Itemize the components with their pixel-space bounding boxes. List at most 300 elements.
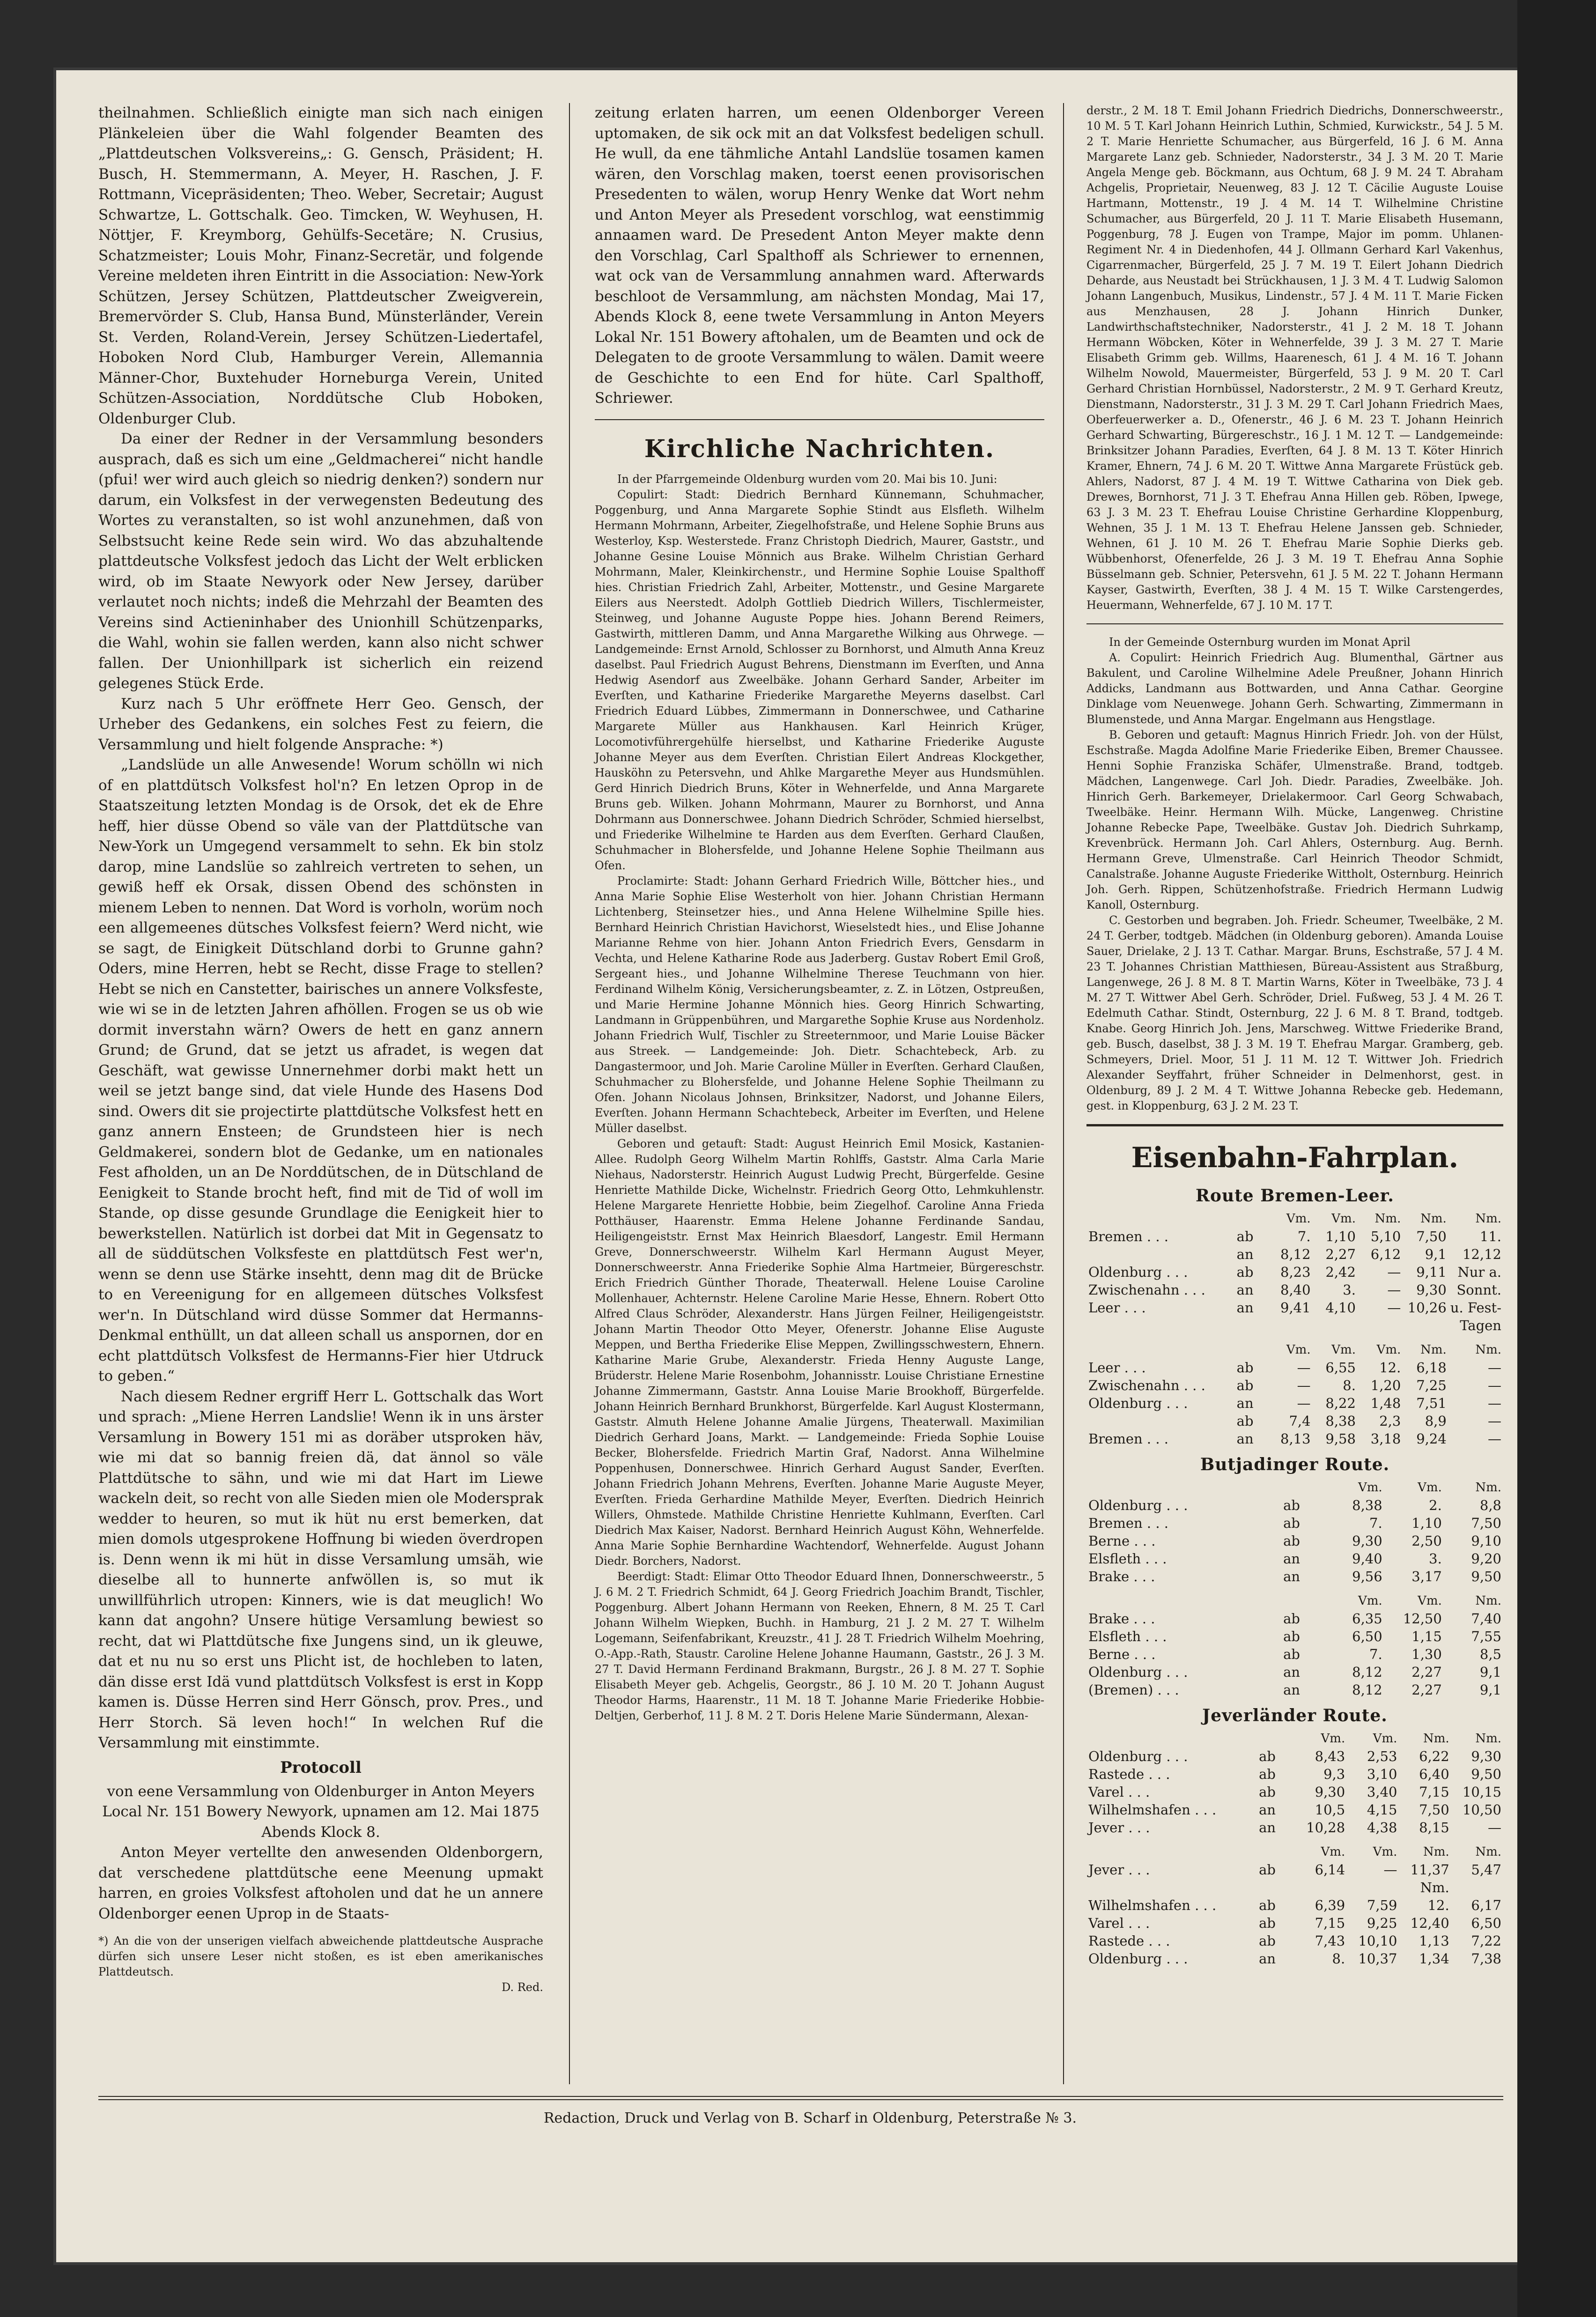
timetable-time: — <box>1488 1431 1501 1447</box>
timetable-time: 10,10 <box>1358 1933 1397 1949</box>
timetable-spacer <box>1086 1836 1503 1843</box>
timetable-time: 9,24 <box>1416 1431 1447 1447</box>
timetable-cell <box>1086 1210 1235 1228</box>
timetable-time: 7. <box>1369 1515 1382 1531</box>
timetable-header-cell: Vm. <box>1373 1732 1397 1746</box>
imprint: Redaction, Druck und Verlag von B. Scharf in Oldenburg, Peterstraße № 3. <box>543 2110 1077 2126</box>
timetable-routes <box>1086 1184 1503 1968</box>
timetable-time: 7,59 <box>1367 1897 1397 1913</box>
timetable-station: Brake . . . <box>1088 1611 1155 1627</box>
timetable-time: 12. <box>1379 1360 1401 1376</box>
timetable-header-cell: Nm. <box>1475 1343 1501 1357</box>
timetable-time: 7,4 <box>1289 1413 1311 1429</box>
timetable-time: 8,12 <box>1352 1664 1382 1680</box>
timetable-time: 6,22 <box>1419 1748 1449 1764</box>
timetable-time: u. Fest- <box>1450 1300 1501 1316</box>
timetable-cell <box>1235 1341 1268 1359</box>
column-divider <box>1063 103 1064 2084</box>
article-paragraph: Nach diesem Redner ergriff Herr L. Gottschalk das Wort und sprach: „Miene Herren Landslie! Wenn ik in uns ärster Versamlung in Bowery 151 mi as doräber utsproken häv, wie mi dat so bannig freien dä, dat ännol so väle Plattdütsche to sähn, und wie mi dat Hart im Liewe wackeln deit, so recht von alle Sieden mien ole Modersprak wedder to heuren, so mut ik hüt nu erst bemerken, dat mien domols utgesprokene Hoffnung bi wieden överdropen is. Denn wenn ik mi hüt in disse Versamlung umsäh, wie dieselbe all to hunnerte anfwöllen is, so mut ik unwillführlich utropen: Kinners, wie is dat meuglich! Wo kann dat angohn? Unsere hütige Versamlung bewiest so recht, dat wi Plattdütsche fixe Jungens sind, un ik gleuwe, dat et nu nu so erst uns Plicht ist, de hochleben to laten, dän disse erst Idä vund plattdütsch Volksfest is erst in Kopp kamen is. Düsse Herren sind Herr Gönsch, prov. Pres., und Herr Storch. Sä leven hoch!“ In welchen Ruf die Versammlung mit einstimmte. <box>98 1388 543 1751</box>
timetable-row <box>1086 1879 1503 1896</box>
timetable-time: 8,38 <box>1352 1497 1382 1513</box>
timetable-station: Bremen . . . <box>1088 1431 1168 1447</box>
timetable-time: 6,18 <box>1416 1360 1447 1376</box>
timetable-spacer <box>1086 1334 1503 1341</box>
timetable-time: 1,10 <box>1411 1515 1442 1531</box>
timetable-row <box>1086 1610 1503 1628</box>
timetable-row <box>1086 1896 1503 1914</box>
timetable-header-cell: Nm. <box>1420 1212 1447 1226</box>
timetable-direction: ab <box>1259 1862 1276 1878</box>
timetable-header-cell: Vm. <box>1418 1481 1442 1495</box>
timetable-time: — <box>1387 1300 1401 1316</box>
section-divider <box>1086 623 1503 624</box>
timetable-time: 9,30 <box>1315 1784 1345 1800</box>
timetable-direction: ab <box>1283 1515 1300 1531</box>
column-divider <box>569 103 570 2084</box>
timetable-time: — <box>1297 1377 1311 1393</box>
timetable-time <box>1403 1317 1448 1334</box>
kirchliche-paragraph: Beerdigt: Stadt: Elimar Otto Theodor Eduard Ihnen, Donnerschweerstr., 5 J. 6 M. 2 T. Friedrich Schmidt, 64 J. Georg Friedrich Joachim Brandt, Tischler, Poggenburg. Albert Johann Hermann von Reeken, Ehnern, 8 M. 25 T. Carl Johann Wilhelm Wiepken, Buchh. in Hamburg, 21 J. 2 M. 27 T. Wilhelm Logemann, Seifenfabrikant, Kreuzstr., 41 J. 28 T. Friedrich Wilhelm Moehring, O.-App.-Rath, Staustr. Caroline Helene Johanne Haumann, Gaststr., 26 J. 3 M. 27 T. David Hermann Ferdinand Brakmann, Burgstr., 26 J. 8 M. 27 T. Sophie Elisabeth Meyer geb. Achgelis, Georgstr., 86 J. 10 M. 20 T. Johann August Theodor Harms, Haarenstr., 11 M. 18 T. Johanne Marie Friederike Hobbie-Deltjen, Gerberhof, 11 J. 8 M. 2 T. Doris Helene Marie Sündermann, Alexan- <box>595 1569 1044 1722</box>
timetable-direction: ab <box>1283 1646 1300 1662</box>
timetable-time: 1,30 <box>1411 1646 1442 1662</box>
timetable-time: 9,25 <box>1367 1915 1397 1931</box>
timetable-row <box>1086 1747 1503 1765</box>
timetable-time: 3. <box>1343 1282 1356 1298</box>
timetable-row <box>1086 1550 1503 1568</box>
timetable-time <box>1295 1879 1347 1896</box>
timetable-time: 9,40 <box>1352 1551 1382 1567</box>
timetable-station: Wilhelmshafen . . . <box>1088 1897 1217 1913</box>
timetable-header-cell: Nm. <box>1475 1481 1501 1495</box>
timetable-station: Oldenburg . . . <box>1088 1748 1188 1764</box>
timetable-time: 9,3 <box>1323 1766 1345 1782</box>
timetable-row <box>1086 1281 1503 1299</box>
timetable-time: — <box>1488 1395 1501 1411</box>
timetable-time: 7,43 <box>1315 1933 1345 1949</box>
footer-rule <box>98 2099 1503 2100</box>
timetable-station: Berne . . . <box>1088 1646 1156 1662</box>
timetable-row <box>1086 1514 1503 1532</box>
timetable-row <box>1086 1932 1503 1950</box>
timetable-time <box>1313 1317 1358 1334</box>
timetable-station: Oldenburg . . . <box>1088 1664 1188 1680</box>
timetable-time: 4,10 <box>1325 1300 1356 1316</box>
timetable-time: 9,58 <box>1325 1431 1356 1447</box>
timetable-station: Varel . . . <box>1088 1915 1150 1931</box>
timetable-direction: an <box>1236 1300 1254 1316</box>
timetable-station: Oldenburg . . . <box>1088 1951 1188 1967</box>
timetable-time: 2,27 <box>1325 1246 1356 1262</box>
timetable-row <box>1086 1245 1503 1263</box>
timetable-time: 8,15 <box>1419 1820 1449 1836</box>
timetable-time: 6,50 <box>1471 1915 1501 1931</box>
article-paragraph: „Landslüde un alle Anwesende! Worum schölln wi nich of en plattdütsch Volksfest hol'n? En letzen Oprop in de Staatszeitung letzten Mondag is de Orsok, det ek de Ehre heff, hier düsse Obend so väle van der Plattdütsche van New-York un Umgegend versammelt to sehn. Ek bin stolz darop, mine Landslüe so zahlreich vertreten to sehen, un gewiß heff ek Orsak, dissen Obend des schönsten in mienem Leben to nennen. Dat Word is vorholn, worüm noch een allgemeenes dütsches Volksfest feiern? Werd nicht, wie se sagt, de Einigkeit Dütschland dorbi to Grunne gahn? Oders, mine Herren, hebt se Recht, disse Frage to stellen? Hebt se nich en Canstetter, bairisches un annere Volksfeste, wie wi se in de letzten Jahren afhöllen. Frogen se us ob wie dormit inverstahn wärn? Owers de hett en ganz annern Grund; de Grund, dat se jetzt us afradet, is wegen dat Geschäft, wat gewisse Unnernehmer dorbi makt hett un weil se jetzt bange sind, dat viele Hunde des Hasens Dod sind. Owers dit sie projectirte plattdütsche Volksfest hett en ganz annern Ensteen; de Grundsteen hier is nech Geldmakerei, sondern blot de Gedanke, um en nationales Fest afholden, un an De Norddütschen, de in Dütschland de Eenigkeit to Stande brocht heft, find mit de Tid of woll im Stande, op disse gesunde Grundlage die Eenigkeit hier to bewerkstellen. Natürlich ist dorbei dat Mit in Gegensatz to all de süddütschen Volksfeste en plattdütsch Fest wer'n, wenn se denn use Stärke insehtt, denn mag dit de Brücke to en Vereenigung for en allgemeen dütsches Volksfest wer'n. In Dütschland wird düsse Sommer dat Hermanns-Denkmal enthüllt, un dat alleen schall us anspornen, dor en echt plattdütsch Volksfest de Hermanns-Fier hier Utdruck to geben.“ <box>98 756 543 1384</box>
timetable-station: Elsfleth . . . <box>1088 1551 1167 1567</box>
timetable-row <box>1086 1377 1503 1394</box>
timetable-time: 12,40 <box>1410 1915 1449 1931</box>
article-paragraph: Kurz nach 5 Uhr eröffnete Herr Geo. Gensch, der Urheber des Gedankens, ein solches Fest zu feiern, die Versammlung und hielt folgende Ansprache: *) <box>98 695 543 753</box>
timetable-cell <box>1086 1843 1257 1861</box>
footnote-text: *) An die von der unserigen vielfach abweichende plattdeutsche Ausprache dürfen sich unsere Leser nicht stoßen, es ist eben amerikanisches Plattdeutsch. <box>98 1934 543 1978</box>
timetable-time: 9,30 <box>1352 1533 1382 1549</box>
timetable-time: 1,15 <box>1411 1629 1442 1644</box>
kirchliche-title: Kirchliche Nachrichten. <box>644 434 995 463</box>
timetable-route-title: Butjadinger Route. <box>1200 1455 1390 1474</box>
timetable-header-cell: Nm. <box>1423 1732 1449 1746</box>
timetable-time: 7,40 <box>1471 1611 1501 1627</box>
timetable-time: 7,38 <box>1471 1951 1501 1967</box>
timetable-direction: ab <box>1283 1611 1300 1627</box>
timetable-time: 9,30 <box>1416 1282 1447 1298</box>
timetable-row <box>1086 1430 1503 1448</box>
timetable-time: 8,38 <box>1325 1413 1356 1429</box>
timetable-time: 8. <box>1343 1377 1356 1393</box>
timetable-time: 3,40 <box>1367 1784 1397 1800</box>
timetable-row <box>1086 1359 1503 1377</box>
timetable-direction: ab <box>1236 1413 1254 1429</box>
timetable-direction: ab <box>1236 1360 1254 1376</box>
timetable-time: 6,14 <box>1315 1862 1345 1878</box>
timetable-route-title: Jeverländer Route. <box>1202 1706 1388 1725</box>
timetable-header-cell: Nm. <box>1475 1845 1501 1859</box>
timetable-table <box>1086 1730 1503 1968</box>
timetable-station: Bremen . . . <box>1088 1229 1168 1244</box>
timetable-cell <box>1086 1730 1257 1747</box>
section-divider <box>1086 1124 1503 1126</box>
timetable-station: Berne . . . <box>1088 1533 1156 1549</box>
article-paragraph: theilnahmen. Schließlich einigte man sich nach einigen Plänkeleien über die Wahl folgender Beamten des „Plattdeutschen Volksvereins„: G. Gensch, Präsident; H. Busch, H. Stemmermann, A. Meyer, H. Raschen, J. F. Rottmann, Vicepräsidenten; Theo. Weber, Secretair; August Schwartze, L. Gottschalk. Geo. Timcken, W. Weyhusen, H. Nöttjer, F. Kreymborg, Gehülfs-Secetäre; N. Crusius, Schatzmeister; Louis Mohr, Finanz-Secretär, und folgende Vereine meldeten ihren Eintritt in die Association: New-York Schützen, Jersey Schützen, Plattdeutscher Zweigverein, Bremervörder S. Club, Hansa Bund, Münsterländer, Verein St. Verden, Roland-Verein, Jersey Schützen-Liedertafel, Hoboken Nord Club, Hamburger Verein, Allemannia Männer-Chor, Buxtehuder Horneburga Verein, United Schützen-Association, Norddütsche Club Hoboken, Oldenburger Club. <box>98 104 543 427</box>
timetable-time: 8,12 <box>1280 1246 1311 1262</box>
timetable-time: 10,26 <box>1407 1300 1447 1316</box>
timetable-direction <box>1257 1879 1295 1896</box>
timetable-time: 1,48 <box>1370 1395 1401 1411</box>
timetable-station <box>1086 1412 1235 1430</box>
timetable-row <box>1086 1783 1503 1801</box>
timetable-header-cell: Nm. <box>1475 1212 1501 1226</box>
timetable-station: Oldenburg . . . <box>1088 1395 1188 1411</box>
timetable-time: 1,20 <box>1370 1377 1401 1393</box>
timetable-time: 2,42 <box>1325 1264 1356 1280</box>
timetable-time: 3,18 <box>1370 1431 1401 1447</box>
timetable-time: 7,25 <box>1416 1377 1447 1393</box>
timetable-station: Brake . . . <box>1088 1569 1155 1584</box>
timetable-station: Rastede . . . <box>1088 1766 1170 1782</box>
timetable-row <box>1086 1299 1503 1317</box>
timetable-time: 8,12 <box>1352 1682 1382 1698</box>
timetable-time: — <box>1383 1862 1397 1878</box>
timetable-time: 9,1 <box>1479 1664 1501 1680</box>
timetable-header-row <box>1086 1592 1503 1610</box>
timetable-time: 6,39 <box>1315 1897 1345 1913</box>
timetable-time: 12,12 <box>1462 1246 1501 1262</box>
footer-rule <box>98 2096 1503 2097</box>
timetable-station <box>1086 1879 1257 1896</box>
timetable-row <box>1086 1861 1503 1879</box>
timetable-station: Oldenburg . . . <box>1088 1264 1188 1280</box>
timetable-time: — <box>1488 1377 1501 1393</box>
timetable-time: Tagen <box>1460 1318 1501 1333</box>
column-3 <box>1086 103 1503 1968</box>
timetable-station: Rastede . . . <box>1088 1933 1170 1949</box>
timetable-row <box>1086 1914 1503 1932</box>
timetable-time <box>1451 1879 1503 1896</box>
timetable-direction: an <box>1283 1682 1300 1698</box>
timetable-station: Leer . . . <box>1088 1300 1146 1316</box>
timetable-time: 3. <box>1429 1551 1442 1567</box>
timetable-time: 2,3 <box>1379 1413 1401 1429</box>
timetable-direction: ab <box>1283 1497 1300 1513</box>
timetable-direction: an <box>1236 1395 1254 1411</box>
timetable-time: 1,34 <box>1419 1951 1449 1967</box>
timetable-time: 8. <box>1332 1951 1345 1967</box>
column-2 <box>595 103 1044 1724</box>
timetable-station: Bremen . . . <box>1088 1515 1168 1531</box>
timetable-row <box>1086 1394 1503 1412</box>
timetable-header-row <box>1086 1479 1503 1496</box>
timetable-time: 11. <box>1479 1229 1501 1244</box>
timetable-row <box>1086 1532 1503 1550</box>
timetable-header-cell: Vm. <box>1286 1212 1311 1226</box>
timetable-table <box>1086 1479 1503 1699</box>
osternburg-paragraph: B. Geboren und getauft: Magnus Hinrich Friedr. Joh. von der Hülst, Eschstraße. Magda Adolfine Marie Friederike Eiben, Bremer Chaussee. Henni Sophie Franziska Schäfer, Ulmenstraße. Brand, todtgeb. Mädchen, Langenwege. Carl Joh. Diedr. Paradies, Zweelbäke. Joh. Hinrich Gerh. Barkemeyer, Drielakermoor. Carl Georg Schwabach, Tweelbäke. Heinr. Hermann Wilh. Mücke, Langenweg. Christine Johanne Rebecke Pape, Tweelbäke. Gustav Joh. Diedrich Suhrkamp, Krevenbrück. Hermann Joh. Carl Ahlers, Osternburg. Aug. Bernh. Hermann Greve, Ulmenstraße. Carl Heinrich Theodor Schmidt, Canalstraße. Johanne Auguste Friederike Wittholt, Osternburg. Heinrich Joh. Gerh. Rippen, Schützenhofstraße. Friedrich Hermann Ludwig Kanoll, Osternburg. <box>1086 728 1503 911</box>
timetable-time: 7,15 <box>1419 1784 1449 1800</box>
timetable-direction: ab <box>1259 1915 1276 1931</box>
timetable-header-cell: Nm. <box>1420 1343 1447 1357</box>
timetable-row <box>1086 1412 1503 1430</box>
section-divider <box>595 419 1044 420</box>
timetable-time: 1,13 <box>1419 1933 1449 1949</box>
timetable-header-cell: Vm. <box>1331 1343 1356 1357</box>
timetable-direction: ab <box>1259 1766 1276 1782</box>
timetable-station: Jever . . . <box>1088 1820 1150 1836</box>
timetable-direction <box>1235 1317 1268 1334</box>
timetable-header-cell: Vm. <box>1358 1594 1382 1608</box>
timetable-station: Wilhelmshafen . . . <box>1088 1802 1217 1818</box>
timetable-direction: an <box>1283 1664 1300 1680</box>
timetable-time: 9,1 <box>1479 1682 1501 1698</box>
timetable-row <box>1086 1568 1503 1585</box>
timetable-header-cell: Nm. <box>1475 1594 1501 1608</box>
footnote-signature: D. Red. <box>502 1981 543 1994</box>
timetable-time: 9,1 <box>1425 1246 1447 1262</box>
timetable-row <box>1086 1801 1503 1819</box>
timetable-time: 7,50 <box>1419 1802 1449 1818</box>
timetable-row <box>1086 1263 1503 1281</box>
timetable-time: — <box>1387 1282 1401 1298</box>
timetable-row <box>1086 1228 1503 1245</box>
timetable-time: 8,40 <box>1280 1282 1311 1298</box>
timetable-time: 3,17 <box>1411 1569 1442 1584</box>
timetable-station: Zwischenahn . . . <box>1088 1282 1205 1298</box>
timetable-table <box>1086 1210 1503 1448</box>
protocol-lead: von eene Versammlung von Oldenburger in Anton Meyers Local Nr. 151 Bowery Newyork, upnamen am 12. Mai 1875 Abends Klock 8. <box>102 1783 539 1841</box>
osternburg-paragraph: A. Copulirt: Heinrich Friedrich Aug. Blumenthal, Gärtner aus Bakulent, und Caroline Wilhelmine Adele Preußner, Johann Hinrich Addicks, Landmann aus Bottwarden, und Anna Cathar. Georgine Dinklage vom Neuenwege. Johann Gerh. Schwarting, Zimmermann in Blumenstede, und Anna Margar. Engelmann aus Hengstlage. <box>1086 651 1503 726</box>
timetable-time: 7,50 <box>1471 1515 1501 1531</box>
kirchliche-paragraph: Geboren und getauft: Stadt: August Heinrich Emil Mosick, Kastanien-Allee. Rudolph Georg Wilhelm Martin Rohlffs, Gaststr. Alma Carla Marie Niehaus, Nadorsterstr. Heinrich August Ludwig Precht, Bürgerfelde. Gesine Henriette Mathilde Dicke, Wichelnstr. Friedrich Georg Otto, Lehmkuhlenstr. Helene Margarete Henriette Hobbie, beim Ziegelhof. Caroline Anna Frieda Potthäuser, Haarenstr. Emma Helene Johanne Ferdinande Sandau, Heiligengeiststr. Ernst Max Heinrich Blaesdorf, Langestr. Emil Hermann Greve, Donnerschweerstr. Wilhelm Karl Hermann August Meyer, Donnerschweerstr. Anna Friederike Sophie Alma Hartmeier, Bürgereschstr. Erich Friedrich Günther Thorade, Theaterwall. Helene Louise Caroline Mollenhauer, Achternstr. Helene Caroline Marie Hesse, Ehnern. Robert Otto Alfred Claus Schröder, Alexanderstr. Hans Jürgen Feilner, Heiligengeiststr. Johann Martin Theodor Otto Meyer, Ofenerstr. Johanne Elise Auguste Meppen, und Bertha Friederike Elise Meppen, Zwillingsschwestern, Ehnern. Katharine Marie Grube, Alexanderstr. Frieda Henny Auguste Lange, Brüderstr. Helene Marie Rosenbohm, Johannisstr. Louise Christiane Ernestine Johanne Zimmermann, Gaststr. Anna Louise Marie Brookhoff, Bürgerfelde. Johann Heinrich Bernhard Brunkhorst, Bürgerfelde. Karl August Klostermann, Gaststr. Almuth Helene Johanne Amalie Jürgens, Theaterwall. Maximilian Diedrich Gerhard Joans, Markt. — Landgemeinde: Frieda Sophie Louise Becker, Blohersfelde. Friedrich Martin Graf, Nadorst. Anna Wilhelmine Poppenhusen, Donnerschwee. Hinrich Gerhard August Sander, Everſten. Johann Friedrich Johann Mehrens, Everſten. Johanne Marie Auguste Meyer, Everſten. Frieda Gerhardine Mathilde Meyer, Everſten. Diedrich Heinrich Willers, Ohmstede. Mathilde Christine Henriette Kuhlmann, Everſten. Carl Diedrich Max Kaiser, Nadorst. Bernhard Heinrich August Köhn, Wehnerfelde. Anna Marie Sophie Bernhardine Wachtendorf, Wehnerfelde. August Johann Diedr. Borchers, Nadorst. <box>595 1137 1044 1568</box>
timetable-row <box>1086 1645 1503 1663</box>
timetable-route-title: Route Bremen-Leer. <box>1196 1186 1394 1206</box>
timetable-cell <box>1235 1210 1268 1228</box>
timetable <box>1086 1137 1503 1968</box>
timetable-time: 10,50 <box>1462 1802 1501 1818</box>
timetable-direction: an <box>1236 1431 1254 1447</box>
timetable-time: 2. <box>1429 1497 1442 1513</box>
timetable-time: 2,50 <box>1411 1533 1442 1549</box>
timetable-time: 9,56 <box>1352 1569 1382 1584</box>
timetable-header-cell: Nm. <box>1423 1845 1449 1859</box>
newspaper-page <box>56 70 1517 2262</box>
timetable-time: — <box>1488 1360 1501 1376</box>
timetable-time: 6,55 <box>1325 1360 1356 1376</box>
timetable-time: 9,20 <box>1471 1551 1501 1567</box>
timetable-time: 8,8 <box>1479 1497 1501 1513</box>
timetable-time: 6,35 <box>1352 1611 1382 1627</box>
timetable-time: 4,38 <box>1367 1820 1397 1836</box>
article-paragraph: Da einer der Redner in der Versammlung besonders ausprach, daß es sich um eine „Geldmacherei“ nicht handle (pfui! wer wird auch gleich so niedrig denken?) sondern nur darum, ein Volksfest in der verwegensten Bedeutung des Wortes zu veranstalten, so ist wohl anzunehmen, daß von Selbstsucht keine Rede sein wird. Wo das abzuhaltende plattdeutsche Volksfest jedoch das Licht der Welt erblicken wird, ob im Staate Newyork oder New Jersey, darüber verlautet noch nichts; indeß die Mehrzahl der Beamten des Vereins sind Actieninhaber des Unionhill Schützenparks, die Wahl, wohin sie fallen werden, kann also nicht schwer fallen. Der Unionhillpark ist sicherlich ein reizend gelegenes Stück Erde. <box>98 430 543 692</box>
timetable-time <box>1267 1317 1312 1334</box>
timetable-spacer <box>1086 1585 1503 1592</box>
timetable-time: 8,13 <box>1280 1431 1311 1447</box>
timetable-time: 7,50 <box>1416 1229 1447 1244</box>
timetable-cell <box>1086 1341 1235 1359</box>
timetable-time: 9,50 <box>1471 1766 1501 1782</box>
timetable-time: 9,50 <box>1471 1569 1501 1584</box>
timetable-direction: an <box>1283 1551 1300 1567</box>
timetable-time: 12. <box>1427 1897 1449 1913</box>
kirchliche-lead: In der Pfarrgemeinde Oldenburg wurden vom 20. Mai bis 10. Juni: <box>617 472 998 486</box>
timetable-row <box>1086 1950 1503 1968</box>
timetable-direction: an <box>1259 1951 1276 1967</box>
timetable-direction: an <box>1236 1246 1254 1262</box>
kirchliche-paragraph: Proclamirte: Stadt: Johann Gerhard Friedrich Wille, Böttcher hies., und Anna Marie Sophie Elise Westerholt von hier. Johann Christian Hermann Lichtenberg, Steinsetzer hies., und Anna Helene Wilhelmine Spille hies. Bernhard Heinrich Christian Havichorst, Wieselstedt hies., und Elise Johanne Marianne Rehme von hier. Johann Anton Friedrich Evers, Gensdarm in Vechta, und Helene Katharine Rode aus Jaderberg. Gustav Robert Emil Groß, Sergeant hies., und Johanne Wilhelmine Therese Teuchmann von hier. Ferdinand Wilhelm König, Versicherungsbeamter, z. Z. in Lötzen, Ostpreußen, und Marie Hermine Johanne Mönnich hies. Georg Hinrich Schwarting, Landmann in Grüppenbühren, und Margarethe Sophie Kruse aus Nordenholz. Johann Friedrich Wulf, Tischler zu Streeternmoor, und Marie Louise Bäcker aus Streek. — Landgemeinde: Joh. Dietr. Schachtebeck, Arb. zu Dangastermoor, und Joh. Marie Caroline Müller in Everſten. Gerhard Claußen, Schuhmacher zu Blohersfelde, und Johanne Helene Sophie Theilmann zu Ofen. Johann Nicolaus Johnsen, Brinksitzer, Nadorst, und Johanne Eilers, Everſten. Johann Hermann Schachtebeck, Arbeiter im Everſten, und Helene Müller daselbst. <box>595 874 1044 1135</box>
timetable-station: Oldenburg . . . <box>1088 1497 1188 1513</box>
timetable-time <box>1347 1879 1399 1896</box>
timetable-cell <box>1281 1592 1324 1610</box>
timetable-title: Eisenbahn-Fahrplan. <box>1131 1141 1459 1174</box>
timetable-time: 4,15 <box>1367 1802 1397 1818</box>
timetable-direction: an <box>1236 1282 1254 1298</box>
timetable-direction: ab <box>1236 1264 1254 1280</box>
timetable-cell <box>1086 1479 1281 1496</box>
timetable-time: 9,41 <box>1280 1300 1311 1316</box>
timetable-row <box>1086 1819 1503 1836</box>
timetable-station <box>1086 1245 1235 1263</box>
timetable-direction: an <box>1259 1802 1276 1818</box>
timetable-time: 7,22 <box>1471 1933 1501 1949</box>
timetable-time: Sonnt. <box>1456 1282 1501 1298</box>
timetable-header-row <box>1086 1210 1503 1228</box>
timetable-time: — <box>1297 1395 1311 1411</box>
timetable-station: Jever . . . <box>1088 1862 1150 1878</box>
timetable-time: — <box>1488 1413 1501 1429</box>
timetable-time: 6,17 <box>1471 1897 1501 1913</box>
timetable-header-cell: Vm. <box>1373 1845 1397 1859</box>
osternburg-paragraph: C. Gestorben und begraben. Joh. Friedr. Scheumer, Tweelbäke, 2 M. 24 T. Gerber, todtgeb. Mädchen (in Oldenburg geboren). Amanda Louise Sauer, Drielake, 2 J. 13 T. Cathar. Margar. Bruns, Eschstraße, 57 J. 4 M. 23 T. Johannes Christian Matthiesen, Büreau-Assistent aus Straßburg, Langenwege, 26 J. 8 M. 8 T. Martin Warns, Köter in Tweelbäke, 73 J. 4 M. 27 T. Wittwer Abel Gerh. Schröder, Driel. Fußweg, 53 J. 4 M. 26 T. Edelmuth Cathar. Stindt, Osternburg, 22 J. 6 M. 8 T. Brand, todtgeb. Knabe. Georg Hinrich Joh. Jens, Marschweg. Wittwe Friederike Brand, geb. Busch, daselbst, 38 J. 3 M. 19 T. Ehefrau Margar. Gramberg, geb. Schmeyers, Driel. Moor, 51 J. 11 M. 12 T. Wittwer Joh. Friedrich Alexander Seyffahrt, früher Schneider in Delmenhorst, gest. in Oldenburg, 89 J. 2 M. 4 T. Wittwe Johanna Rebecke geb. Hedemann, gest. in Kloppenburg, 63 J. 2 M. 23 T. <box>1086 914 1503 1112</box>
timetable-time: 7,55 <box>1471 1629 1501 1644</box>
timetable-row <box>1086 1663 1503 1681</box>
timetable-time: 6,40 <box>1419 1766 1449 1782</box>
scan-edge <box>1517 0 1596 2317</box>
timetable-direction: an <box>1259 1820 1276 1836</box>
timetable-row <box>1086 1681 1503 1699</box>
timetable-station: Varel . . . <box>1088 1784 1150 1800</box>
timetable-station <box>1086 1317 1235 1334</box>
timetable-header-cell: Vm. <box>1358 1481 1382 1495</box>
timetable-time: 3,10 <box>1367 1766 1397 1782</box>
timetable-time: 7. <box>1369 1646 1382 1662</box>
protocol-title: Protocoll <box>280 1758 362 1777</box>
timetable-time: — <box>1387 1264 1401 1280</box>
timetable-direction: ab <box>1259 1933 1276 1949</box>
timetable-time: — <box>1297 1360 1311 1376</box>
timetable-time <box>1358 1317 1403 1334</box>
timetable-time: 9,10 <box>1471 1533 1501 1549</box>
timetable-cell <box>1257 1843 1295 1861</box>
timetable-row <box>1086 1496 1503 1514</box>
timetable-header-row <box>1086 1843 1503 1861</box>
timetable-station: Leer . . . <box>1088 1360 1146 1376</box>
timetable-time: 8,9 <box>1425 1413 1447 1429</box>
timetable-time: 2,53 <box>1367 1748 1397 1764</box>
footnote <box>98 1933 543 1995</box>
timetable-time: 8,23 <box>1280 1264 1311 1280</box>
timetable-time: 8,22 <box>1325 1395 1356 1411</box>
timetable-time: 8,5 <box>1479 1646 1501 1662</box>
protocol-paragraph: Anton Meyer vertellte den anwesenden Oldenborgern, dat verschedene plattdütsche eene Meenung upmakt harren, en groies Volksfest aftoholen und dat he un annere Oldenborger eenen Uprop in de Staats- <box>98 1844 543 1922</box>
timetable-direction: ab <box>1259 1897 1276 1913</box>
timetable-header-cell: Vm. <box>1321 1732 1345 1746</box>
column-1 <box>98 103 543 1995</box>
timetable-time: 11,37 <box>1410 1862 1449 1878</box>
timetable-station: Elsfleth . . . <box>1088 1629 1167 1644</box>
timetable-time: — <box>1488 1820 1501 1836</box>
timetable-time: 7. <box>1297 1229 1311 1244</box>
timetable-header-cell: Nm. <box>1374 1212 1401 1226</box>
timetable-time: 5,10 <box>1370 1229 1401 1244</box>
timetable-time: 7,51 <box>1416 1395 1447 1411</box>
timetable-header-row <box>1086 1341 1503 1359</box>
timetable-cell <box>1086 1592 1281 1610</box>
timetable-time: 10,37 <box>1358 1951 1397 1967</box>
timetable-header-cell: Vm. <box>1376 1343 1401 1357</box>
timetable-direction: ab <box>1236 1377 1254 1393</box>
kirchliche-continuation: derstr., 2 M. 18 T. Emil Johann Friedrich Diedrichs, Donnerschweerstr., 10 M. 5 T. Karl Johann Heinrich Luthin, Schmied, Kurwickstr., 54 J. 5 M. 2 T. Marie Henriette Schumacher, aus Bürgerfeld, 16 J. 6 M. Anna Margarete Lanz geb. Schnieder, Nadorsterstr., 34 J. 3 M. 20 T. Marie Angela Menge geb. Böckmann, aus Ochtum, 68 J. 9 M. 24 T. Abraham Achgelis, Proprietair, Neuenweg, 83 J. 12 T. Cäcilie Auguste Louise Hartmann, Mottenstr., 19 J. 4 M. 14 T. Wilhelmine Christine Schumacher, aus Bürgerfeld, 20 J. 11 T. Marie Elisabeth Husemann, Poggenburg, 78 J. Eugen von Trampe, Major im pomm. Uhlanen-Regiment Nr. 4 in Diedenhofen, 44 J. Ollmann Gerhard Karl Vakenhus, Cigarrenmacher, Bürgerfeld, 25 J. 7 M. 19 T. Eilert Johann Diedrich Deharde, aus Neustadt bei Strückhausen, 1 J. 3 M. 4 T. Ludwig Salomon Johann Langenbuch, Musikus, Lindenstr., 57 J. 4 M. 11 T. Marie Ficken aus Menzhausen, 28 J. Johann Hinrich Dunker, Landwirthschaftstechniker, Nadorsterstr., 41 J. 2 M. 18 T. Johann Hermann Wöbcken, Köter in Wehnerfelde, 39 J. 3 M. 27 T. Marie Elisabeth Grimm geb. Willms, Haarenesch, 61 J. 4 M. 16 T. Johann Wilhelm Nowold, Mauermeister, Bürgerfeld, 53 J. 9 M. 20 T. Carl Gerhard Christian Hornbüssel, Nadorsterstr., 2 M. 9 T. Gerhard Kreutz, Dienstmann, Nadorsterstr., 31 J. 3 M. 29 T. Carl Johann Friedrich Maes, Oberfeuerwerker a. D., Ofenerstr., 46 J. 6 M. 23 T. Johann Heinrich Gerhard Schwarting, Bürgereschstr., 16 J. 1 M. 12 T. — Landgemeinde: Brinksitzer Johann Paradies, Everſten, 64 J. 8 M. 13 T. Köter Hinrich Kramer, Ehnern, 74 J. 6 M. 20 T. Wittwe Anna Margarete Früstück geb. Ahlers, Nadorst, 87 J. 4 M. 19 T. Wittwe Catharina von Diek geb. Drewes, Bornhorst, 71 J. 3 T. Ehefrau Anna Hillen geb. Röben, Ipwege, 63 J. 3 M. 23 T. Ehefrau Louise Christine Gerhardine Kloppenburg, Wehnen, 35 J. 1 M. 13 T. Ehefrau Helene Janssen geb. Schnieder, Wehnen, 61 J. 10 M. 26 T. Ehefrau Marie Sophie Dierks geb. Wübbenhorst, Ofenerfelde, 26 J. 3 M. 19 T. Ehefrau Anna Sophie Büsselmann geb. Schnier, Petersvehn, 61 J. 5 M. 22 T. Johann Hermann Kayser, Gastwirth, Everſten, 38 J. 4 M. 15 T. Wilke Carstengerdes, Heuermann, Wehnerfelde, 67 J. 10 M. 17 T. <box>1086 104 1503 612</box>
timetable-time: 2,27 <box>1411 1664 1442 1680</box>
timetable-time: 6,12 <box>1370 1246 1401 1262</box>
osternburg-lead: In der Gemeinde Osternburg wurden im Monat April <box>1109 636 1411 649</box>
timetable-time: 2,27 <box>1411 1682 1442 1698</box>
timetable-header-cell: Nm. <box>1475 1732 1501 1746</box>
kirchliche-paragraph: Copulirt: Stadt: Diedrich Bernhard Künnemann, Schuhmacher, Poggenburg, und Anna Margarete Sophie Stindt aus Elsfleth. Wilhelm Hermann Mohrmann, Arbeiter, Ziegelhofstraße, und Helene Sophie Bruns aus Westerloy, Ksp. Westerstede. Franz Christoph Diedrich, Maurer, Gaststr., und Johanne Gesine Louise Mönnich aus Brake. Wilhelm Christian Gerhard Mohrmann, Maler, Kleinkirchenstr., und Hermine Sophie Louise Spalthoff hies. Christian Friedrich Zahl, Arbeiter, Mottenstr., und Gesine Margarete Eilers aus Neerstedt. Adolph Gottlieb Diedrich Willers, Tischlermeister, Steinweg, und Johanne Auguste Poppe hies. Johann Berend Reimers, Gastwirth, mittleren Damm, und Anna Margarethe Wilking aus Ohrwege. — Landgemeinde: Ernst Arnold, Schlosser zu Bornhorst, und Almuth Anna Kreuz daselbst. Paul Friedrich August Behrens, Dienstmann im Everſten, und Anna Hedwig Asendorf aus Zweelbäke. Johann Gerhard Sander, Arbeiter im Everſten, und Katharine Friederike Margarethe Meyerns daselbst. Carl Friedrich Eduard Lübbes, Zimmermann in Donnerschwee, und Catharine Margarete Müller aus Hankhausen. Karl Heinrich Krüger, Locomotivführergehülfe hierselbst, und Katharine Friederike Auguste Johanne Meyer aus dem Everſten. Christian Eilert Andreas Klockgether, Hausköhn zu Petersvehn, und Ahlke Margarethe Meyer aus Hundsmühlen. Gerd Hinrich Diedrich Bruns, Köter in Wehnerfelde, und Anna Margarete Bruns geb. Wilken. Johann Mohrmann, Maurer zu Bornhorst, und Anna Dohrmann aus Donnerschwee. Johann Diedrich Schröder, Schmied hierselbst, und Friederike Wilhelmine te Harden aus dem Everſten. Gerhard Claußen, Schuhmacher in Blohersfelde, und Johanne Helene Sophie Theilmann aus Ofen. <box>595 488 1044 872</box>
timetable-header-cell: Vm. <box>1321 1845 1345 1859</box>
timetable-time: 10,28 <box>1306 1820 1345 1836</box>
timetable-time: 7,15 <box>1315 1915 1345 1931</box>
timetable-header-cell: Vm. <box>1286 1343 1311 1357</box>
timetable-time: Nm. <box>1420 1880 1449 1895</box>
timetable-time: Nur a. <box>1457 1264 1501 1280</box>
timetable-header-row <box>1086 1730 1503 1747</box>
timetable-header-cell: Vm. <box>1331 1212 1356 1226</box>
timetable-station: (Bremen) . . . <box>1088 1682 1179 1698</box>
timetable-time: 8,43 <box>1315 1748 1345 1764</box>
timetable-time: 6,50 <box>1352 1629 1382 1644</box>
timetable-time: 10,5 <box>1315 1802 1345 1818</box>
timetable-direction: an <box>1283 1569 1300 1584</box>
timetable-direction: ab <box>1236 1229 1254 1244</box>
timetable-cell <box>1257 1730 1295 1747</box>
timetable-cell <box>1281 1479 1324 1496</box>
timetable-direction: ab <box>1259 1748 1276 1764</box>
